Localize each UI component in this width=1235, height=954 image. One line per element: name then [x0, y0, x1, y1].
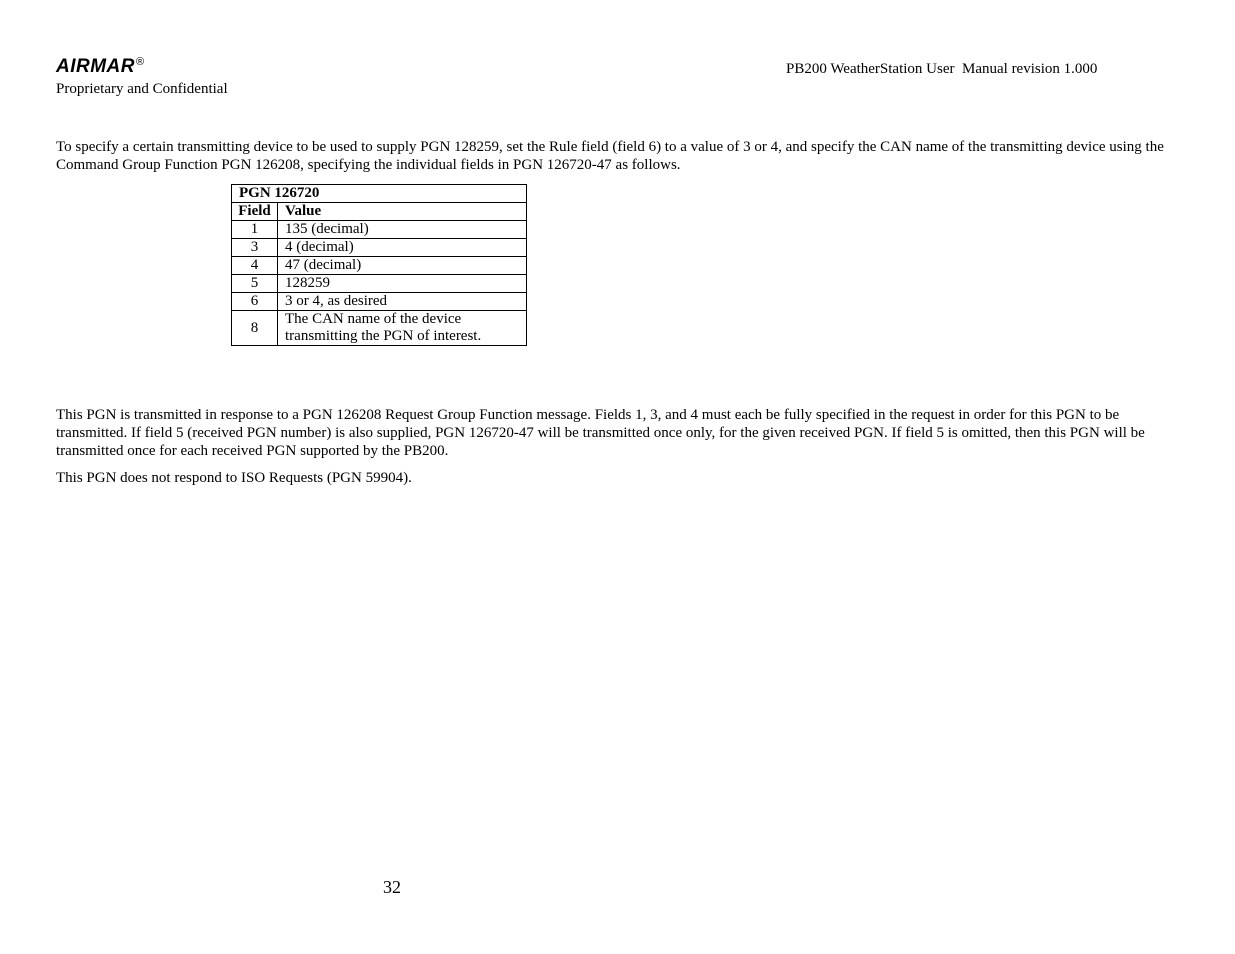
table-row [232, 257, 527, 275]
table-header-row [232, 203, 527, 221]
table-row [232, 221, 527, 239]
table-row [232, 311, 527, 346]
value-cell: The CAN name of the device transmitting the PGN of interest. [278, 311, 527, 346]
confidentiality-note: Proprietary and Confidential [56, 81, 228, 97]
table-row [232, 293, 527, 311]
document-title: PB200 WeatherStation User Manual revision 1.000 [786, 61, 1098, 77]
value-cell: 47 (decimal) [278, 257, 527, 275]
value-cell: 135 (decimal) [278, 221, 527, 239]
column-header-field: Field [232, 203, 278, 221]
table-row [232, 239, 527, 257]
table-title: PGN 126720 [232, 185, 527, 203]
value-cell: 128259 [278, 275, 527, 293]
page-number: 32 [383, 877, 401, 897]
field-cell: 5 [232, 275, 278, 293]
airmar-logo [56, 56, 145, 78]
request-note-paragraph: This PGN is transmitted in response to a PGN 126208 Request Group Function message. Fields 1, 3, and 4 must each be fully specified in the request in order for this PGN to be transmitted. If field 5 (received PGN number) is also supplied, PGN 126720-47 will be transmitted once only, for the given received PGN. If field 5 is omitted, then this PGN will be transmitted once for each received PGN supported by the PB200. [56, 407, 1145, 459]
value-cell: 3 or 4, as desired [278, 293, 527, 311]
logo-text: AIRMAR [56, 56, 135, 77]
intro-paragraph: To specify a certain transmitting device to be used to supply PGN 128259, set the Rule field (field 6) to a value of 3 or 4, and specify the CAN name of the transmitting device using the Command Group Function PGN 126208, specifying the individual fields in PGN 126720-47 as follows. [56, 139, 1164, 173]
pgn-table [231, 184, 527, 346]
field-cell: 3 [232, 239, 278, 257]
value-cell: 4 (decimal) [278, 239, 527, 257]
column-header-value: Value [278, 203, 527, 221]
table-row [232, 275, 527, 293]
field-cell: 8 [232, 311, 278, 346]
table-title-row [232, 185, 527, 203]
field-cell: 4 [232, 257, 278, 275]
iso-request-note: This PGN does not respond to ISO Requests (PGN 59904). [56, 470, 412, 486]
field-cell: 6 [232, 293, 278, 311]
field-cell: 1 [232, 221, 278, 239]
registered-mark: ® [136, 56, 145, 68]
